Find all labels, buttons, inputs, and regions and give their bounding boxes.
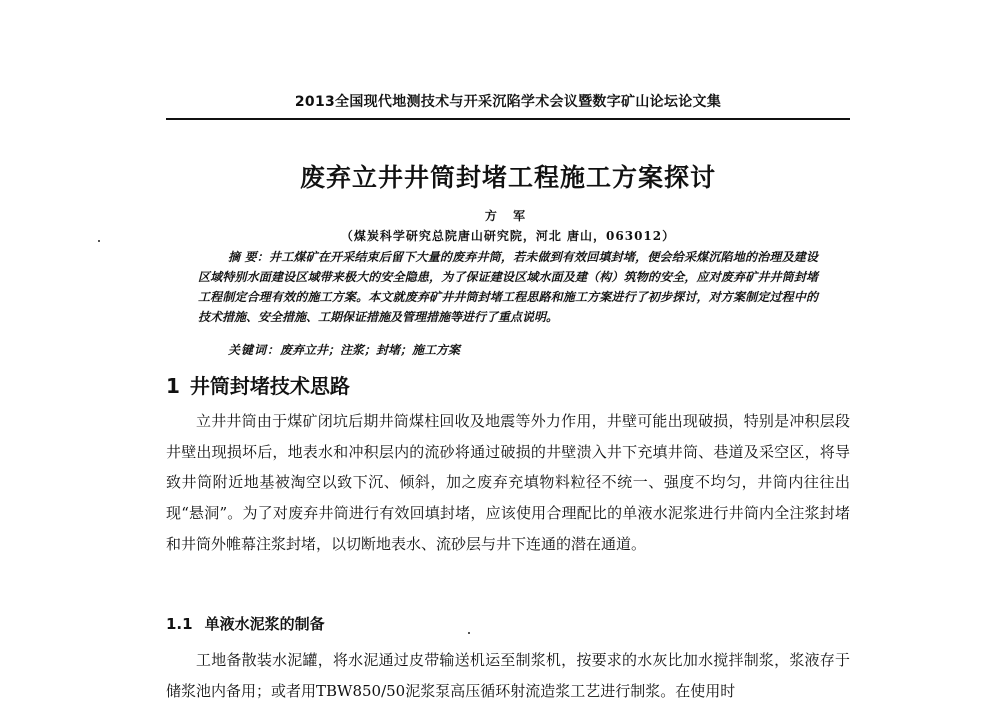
- section-number: 1: [166, 374, 180, 398]
- scan-speck: [468, 632, 470, 634]
- paper-title: 废弃立井井筒封堵工程施工方案探讨: [299, 163, 716, 192]
- keywords-text: 废弃立井；注浆；封堵；施工方案: [280, 343, 461, 357]
- section-title: 井筒封堵技术思路: [189, 374, 350, 398]
- body-paragraph-2: 工地备散装水泥罐，将水泥通过皮带输送机运至制浆机，按要求的水灰比加水搅拌制浆，浆液存于储浆池内备用；或者用TBW850/50泥浆泵高压循环射流造浆工艺进行制浆。在使用时: [166, 651, 850, 700]
- keywords: [228, 342, 818, 358]
- subsection-number: 1.1: [166, 615, 193, 633]
- abstract: [198, 247, 818, 327]
- header-rule: [166, 118, 850, 120]
- body-paragraph-1: 立井井筒由于煤矿闭坑后期井筒煤柱回收及地震等外力作用，井壁可能出现破损，特别是冲积层段井壁出现损坏后，地表水和冲积层内的流砂将通过破损的井壁溃入井下充填井筒、巷道及采空区，将导致井筒附近地基被淘空以致下沉、倾斜，加之废弃充填物料粒径不统一、强度不均匀，井筒内往往出现“悬洞”。为了对废弃井筒进行有效回填封堵，应该使用合理配比的单液水泥浆进行井筒内全注浆封堵和井筒外帷幕注浆封堵，以切断地表水、流砂层与井下连通的潜在通道。: [166, 412, 850, 553]
- section-heading-1: [166, 370, 850, 399]
- subsection-title: 单液水泥浆的制备: [204, 615, 325, 633]
- abstract-text: 井工煤矿在开采结束后留下大量的废弃井筒，若未做到有效回填封堵，便会给采煤沉陷地的治理及建设区域特别水面建设区域带来极大的安全隐患，为了保证建设区域水面及建（构）筑物的安全，应对废弃矿井井筒封堵工程制定合理有效的施工方案。本文就废弃矿井井筒封堵工程思路和施工方案进行了初步探讨，对方案制定过程中的技术措施、安全措施、工期保证措施及管理措施等进行了重点说明。: [198, 250, 818, 324]
- keywords-label: 关键词：: [228, 343, 281, 357]
- subsection-heading-1-1: [166, 613, 850, 634]
- affiliation: （煤炭科学研究总院唐山研究院，河北 唐山，063012）: [340, 229, 676, 243]
- scan-speck: [98, 240, 100, 242]
- abstract-label: 摘 要：: [228, 250, 269, 264]
- author: 方 军: [484, 209, 532, 223]
- running-header: 2013全国现代地测技术与开采沉陷学术会议暨数字矿山论坛论文集: [294, 94, 722, 110]
